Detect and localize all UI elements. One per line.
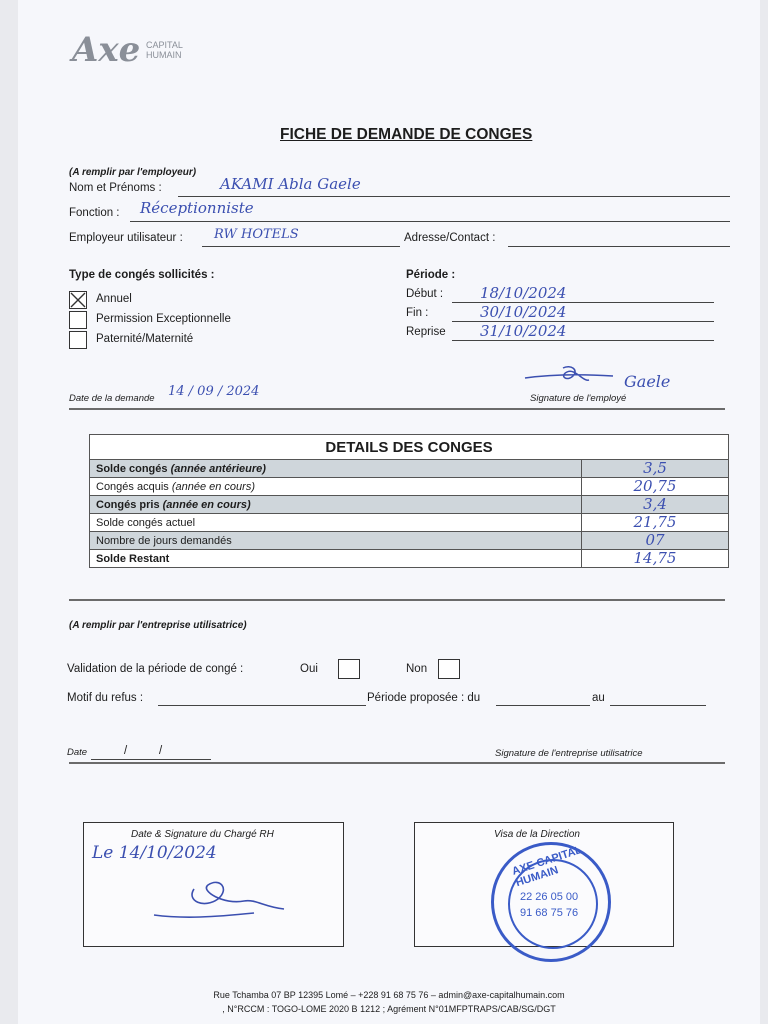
previous-balance-value: 3,5 [582,460,729,478]
hr-box-title: Date & Signature du Chargé RH [131,829,274,840]
leave-type-label: Type de congés sollicités : [69,269,215,281]
annual-checkbox[interactable] [69,291,87,309]
company-date-label: Date [67,747,88,758]
yes-checkbox[interactable] [338,659,360,679]
proposed-from-field[interactable] [496,705,590,706]
employer-user-label: Employeur utilisateur : [69,232,183,244]
hr-signature-box [83,822,344,947]
start-value: 18/10/2024 [480,284,567,302]
table-row: Solde congés (année antérieure) 3,5 [90,460,729,478]
address-label: Adresse/Contact : [404,232,496,244]
direction-box-title: Visa de la Direction [494,829,580,840]
date-slash-2: / [159,745,163,757]
company-signature-label: Signature de l'entreprise utilisatrice [495,748,643,759]
employer-section-heading: (A remplir par l'employeur) [69,167,197,178]
table-row: Solde congés actuel 21,75 [90,514,729,532]
details-title: DETAILS DES CONGES [90,435,729,460]
end-value: 30/10/2024 [480,303,567,321]
employer-user-value: RW HOTELS [214,227,299,242]
validation-label: Validation de la période de congé : [67,663,244,675]
logo-mark: Axe [72,30,141,70]
stamp-name: AXE CAPITAL HUMAIN [510,844,584,890]
remaining-balance-value: 14,75 [582,550,729,568]
leave-details-table [89,434,729,568]
logo-text-1: CAPITAL [146,40,183,50]
end-label: Fin : [406,307,429,319]
form-title: FICHE DE DEMANDE DE CONGES [280,126,533,143]
resume-label: Reprise [406,326,446,338]
table-row: Congés pris (année en cours) 3,4 [90,496,729,514]
exceptional-permission-label: Permission Exceptionnelle [96,313,231,325]
requested-days-value: 07 [582,532,729,550]
name-label: Nom et Prénoms : [69,182,162,194]
current-balance-value: 21,75 [582,514,729,532]
parental-label: Paternité/Maternité [96,333,194,345]
annual-label: Annuel [96,293,132,305]
employee-signature-scribble [523,360,633,394]
refusal-field[interactable] [158,705,366,706]
table-row: Congés acquis (année en cours) 20,75 [90,478,729,496]
taken-leave-value: 3,4 [582,496,729,514]
resume-value: 31/10/2024 [480,322,567,340]
function-value: Réceptionniste [140,199,254,217]
logo-text-2: HUMAIN [146,50,182,60]
exceptional-permission-checkbox[interactable] [69,311,87,329]
no-label: Non [406,663,428,675]
proposed-period-label: Période proposée : du [367,692,481,704]
table-row: Nombre de jours demandés 07 [90,532,729,550]
hr-signature-scribble [134,871,294,931]
footer-line-2: , N°RCCM : TOGO-LOME 2020 B 1212 ; Agrément N°01MFPTRAPS/CAB/SG/DGT [222,1004,556,1014]
yes-label: Oui [300,663,318,675]
checked-x-icon [70,292,86,308]
proposed-to-field[interactable] [610,705,706,706]
date-slash-1: / [124,745,128,757]
start-label: Début : [406,288,444,300]
no-checkbox[interactable] [438,659,460,679]
request-date-value: 14 / 09 / 2024 [168,384,260,399]
period-label: Période : [406,269,456,281]
company-stamp [491,842,611,962]
footer-line-1: Rue Tchamba 07 BP 12395 Lomé – +228 91 68 75 76 – admin@axe-capitalhumain.com [213,990,565,1000]
name-value: AKAMI Abla Gaele [220,175,361,193]
request-date-label: Date de la demande [69,393,155,404]
to-label: au [592,692,605,704]
acquired-leave-value: 20,75 [582,478,729,496]
refusal-label: Motif du refus : [67,692,144,704]
stamp-phone-2: 91 68 75 76 [520,907,579,919]
company-section-heading: (A remplir par l'entreprise utilisatrice) [69,620,247,631]
company-logo [72,30,183,70]
employee-signature-value: Gaele [624,372,671,391]
function-label: Fonction : [69,207,120,219]
hr-date-value: Le 14/10/2024 [92,843,217,863]
employee-signature-label: Signature de l'employé [530,393,627,404]
parental-checkbox[interactable] [69,331,87,349]
table-row: Solde Restant 14,75 [90,550,729,568]
form-sheet [18,0,760,1024]
stamp-phone-1: 22 26 05 00 [520,891,579,903]
